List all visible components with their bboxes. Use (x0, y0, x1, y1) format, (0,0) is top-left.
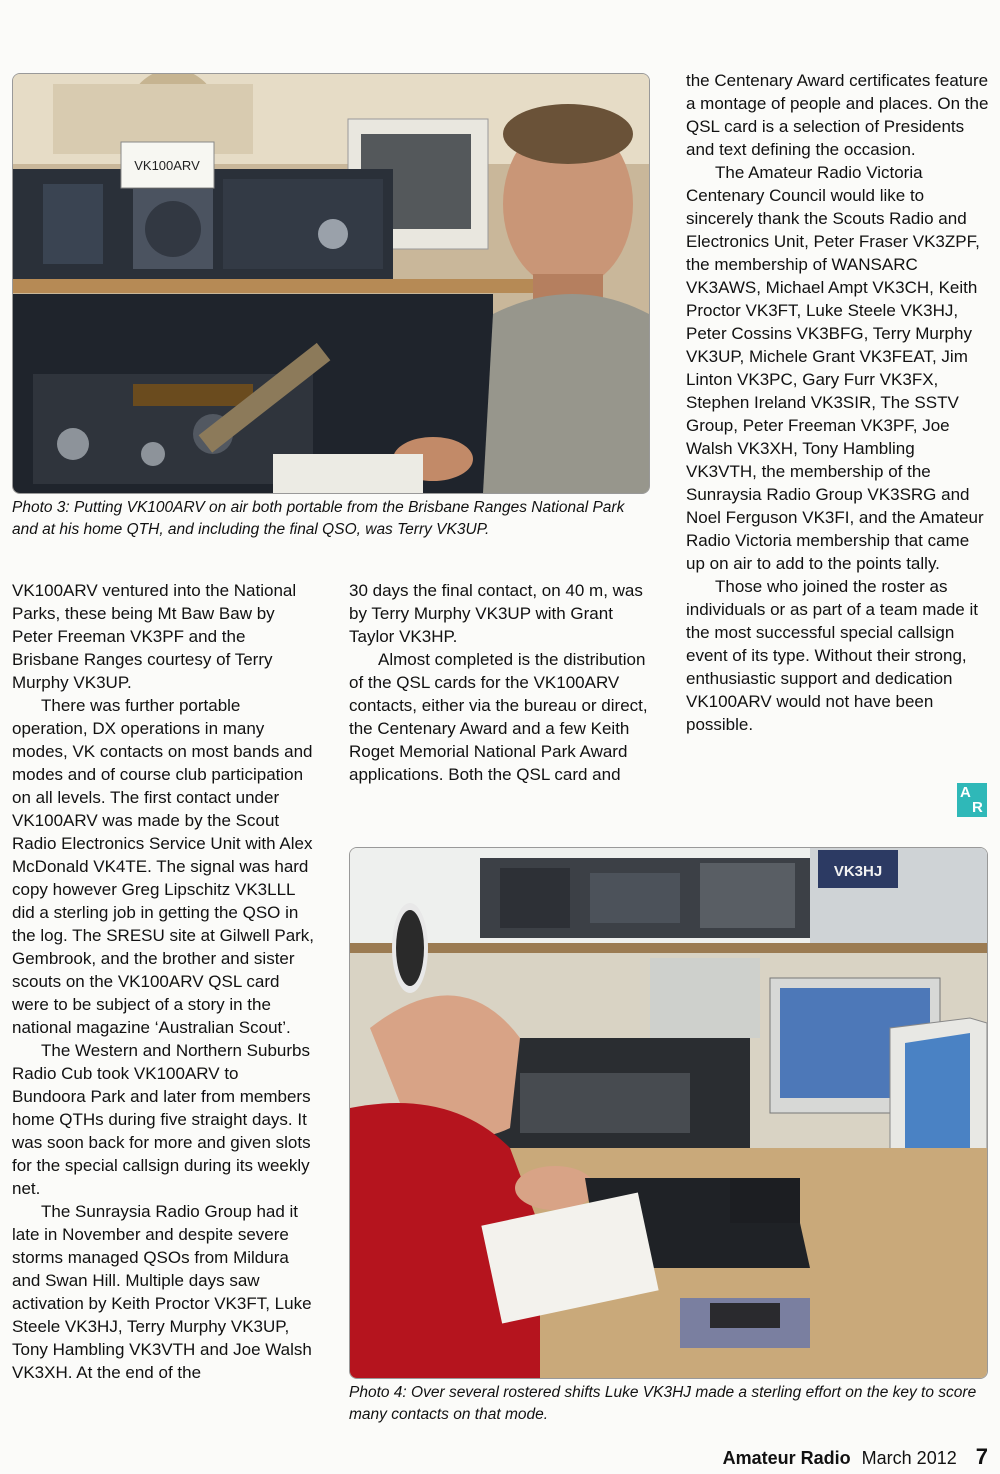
photo-3-caption: Photo 3: Putting VK100ARV on air both portable from the Brisbane Ranges National Park and at his home QTH, and including the final QSO, was Terry VK3UP. (12, 499, 625, 538)
text-column-1 (12, 579, 316, 1384)
magazine-name: Amateur Radio (722, 1448, 851, 1468)
paragraph: There was further portable operation, DX operations in many modes, VK contacts on most bands and modes and of course club participation on all levels. The first contact under VK100ARV was made by the Scout Radio Electronics Service Unit with Alex McDonald VK4TE. The signal was hard copy however Greg Lipschitz VK3LLL did a sterling job in getting the QSO in the log. The SRESU site at Gilwell Park, Gembrook, and the brother and sister scouts on the VK100ARV QSL card were to be subject of a story in the national magazine ‘Australian Scout’. (12, 696, 315, 1037)
paragraph: 30 days the final contact, on 40 m, was by Terry Murphy VK3UP with Grant Taylor VK3HP. (349, 581, 643, 646)
paragraph: The Sunraysia Radio Group had it late in November and despite severe storms managed QSOs from Mildura and Swan Hill. Multiple days saw activation by Keith Proctor VK3FT, Luke Steele VK3HJ, Terry Murphy VK3UP, Tony Hambling VK3VTH and Joe Walsh VK3XH. At the end of the (12, 1202, 312, 1382)
photo-3-sign: VK100ARV (134, 158, 200, 173)
logo-letter-r: R (972, 799, 983, 816)
photo-3 (12, 73, 650, 494)
photo-4-caption: Photo 4: Over several rostered shifts Luke VK3HJ made a sterling effort on the key to score many contacts on that mode. (349, 1384, 977, 1423)
ar-end-logo (957, 783, 987, 817)
logo-letter-a: A (960, 784, 971, 801)
page-number: 7 (975, 1444, 988, 1469)
paragraph: The Western and Northern Suburbs Radio Cub took VK100ARV to Bundoora Park and later from members home QTHs during five straight days. It was soon back for more and given slots for the special callsign during its weekly net. (12, 1041, 311, 1198)
text-column-3 (686, 69, 990, 736)
paragraph: The Amateur Radio Victoria Centenary Council would like to sincerely thank the Scouts Radio and Electronics Unit, Peter Fraser VK3ZPF, the membership of WANSARC VK3AWS, Michael Ampt VK3CH, Keith Proctor VK3FT, Luke Steele VK3HJ, Peter Cossins VK3BFG, Terry Murphy VK3UP, Michele Grant VK3FEAT, Jim Linton VK3PC, Gary Furr VK3FX, Stephen Ireland VK3SIR, The SSTV Group, Peter Freeman VK3PF, Joe Walsh VK3XH, Tony Hambling VK3VTH, the membership of the Sunraysia Radio Group VK3SRG and Noel Ferguson VK3FI, and the Amateur Radio Victoria membership that came up on air to add to the points tally. (686, 163, 984, 573)
issue-date: March 2012 (861, 1448, 957, 1468)
photo-4-sign: VK3HJ (833, 863, 883, 880)
paragraph: VK100ARV ventured into the National Parks, these being Mt Baw Baw by Peter Freeman VK3PF and the Brisbane Ranges courtesy of Terry Murphy VK3UP. (12, 581, 297, 692)
page-footer (723, 1444, 988, 1470)
paragraph: the Centenary Award certificates feature a montage of people and places. On the QSL card is a selection of Presidents and text defining the occasion. (686, 71, 989, 159)
paragraph: Those who joined the roster as individuals or as part of a team made it the most successful special callsign event of its type. Without their strong, enthusiastic support and dedication VK100ARV would not have been possible. (686, 577, 978, 734)
paragraph: Almost completed is the distribution of the QSL cards for the VK100ARV contacts, either via the bureau or direct, the Centenary Award and a few Keith Roget Memorial National Park Award applications. Both the QSL card and (349, 650, 648, 784)
text-column-2 (349, 579, 649, 786)
photo-4 (349, 847, 988, 1379)
